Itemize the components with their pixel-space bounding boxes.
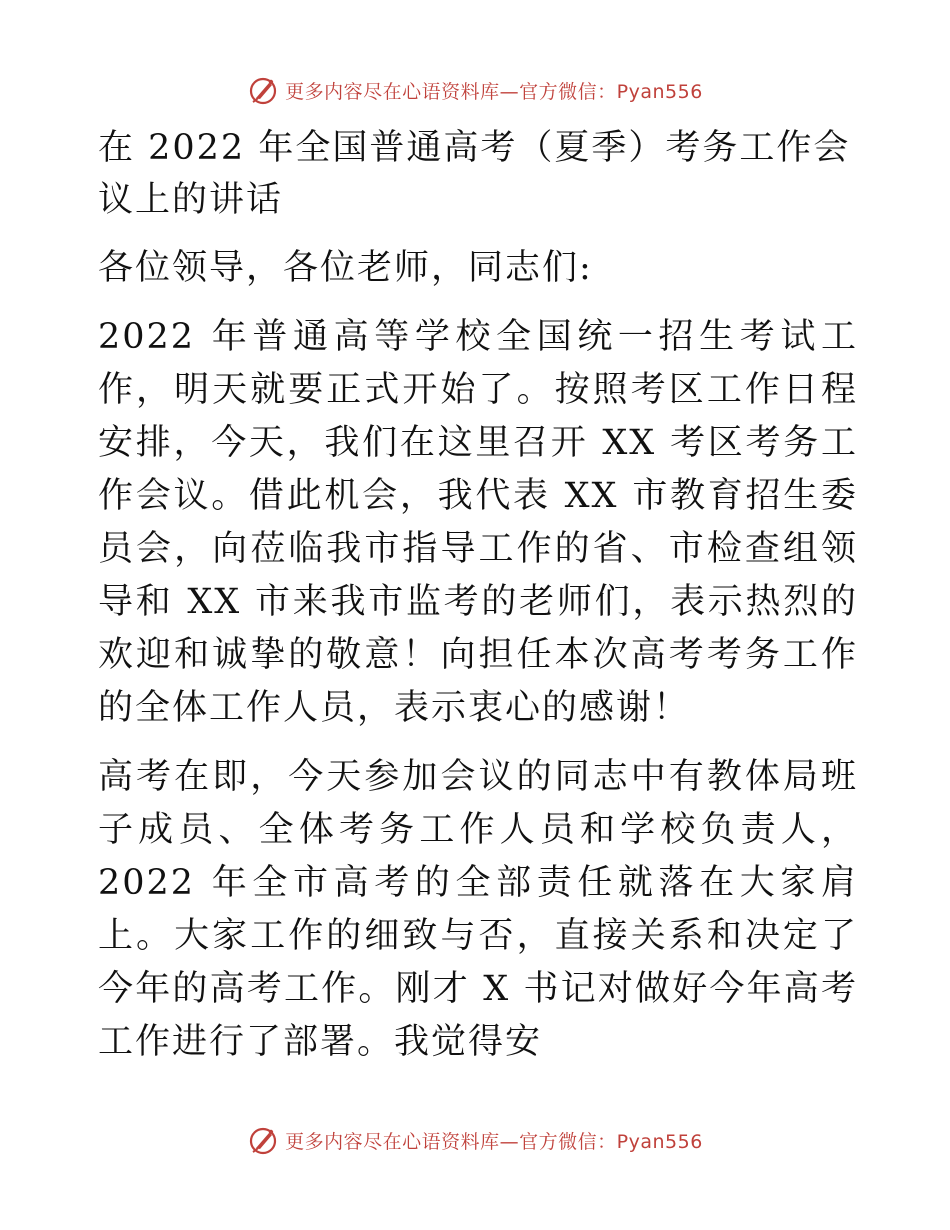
watermark-separator: —	[499, 80, 520, 103]
watermark-text: 更多内容尽在心语资料库	[285, 1130, 500, 1153]
watermark-separator: —	[499, 1130, 520, 1153]
salutation: 各位领导，各位老师，同志们:	[98, 248, 593, 288]
quill-pen-logo-icon	[247, 74, 279, 106]
document-body	[98, 122, 858, 1085]
header-watermark	[0, 70, 950, 110]
watermark-text-line	[285, 1127, 703, 1154]
footer-watermark	[0, 1120, 950, 1160]
watermark-wechat: 官方微信：Pyan556	[519, 1130, 703, 1153]
watermark-wechat: 官方微信：Pyan556	[519, 80, 703, 103]
paragraph-1: 2022 年普通高等学校全国统一招生考试工作，明天就要正式开始了。按照考区工作日程安排，今天，我们在这里召开 XX 考区考务工作会议。借此机会，我代表 XX 市教育招生委员会，向莅临我市指导工作的省、市检查组领导和 XX 市来我市监考的老师们，表示热烈的欢迎和诚挚的敬意！向担任本次高考考务工作的全体工作人员，表示衷心的感谢！	[98, 317, 858, 728]
watermark-text-line	[285, 77, 703, 104]
paragraph-2: 高考在即，今天参加会议的同志中有教体局班子成员、全体考务工作人员和学校负责人，2022 年全市高考的全部责任就落在大家肩上。大家工作的细致与否，直接关系和决定了今年的高考工作。刚才 X 书记对做好今年高考工作进行了部署。我觉得安	[98, 757, 858, 1062]
watermark-text: 更多内容尽在心语资料库	[285, 80, 500, 103]
quill-pen-logo-icon	[247, 1124, 279, 1156]
document-title: 在 2022 年全国普通高考（夏季）考务工作会议上的讲话	[98, 128, 851, 220]
